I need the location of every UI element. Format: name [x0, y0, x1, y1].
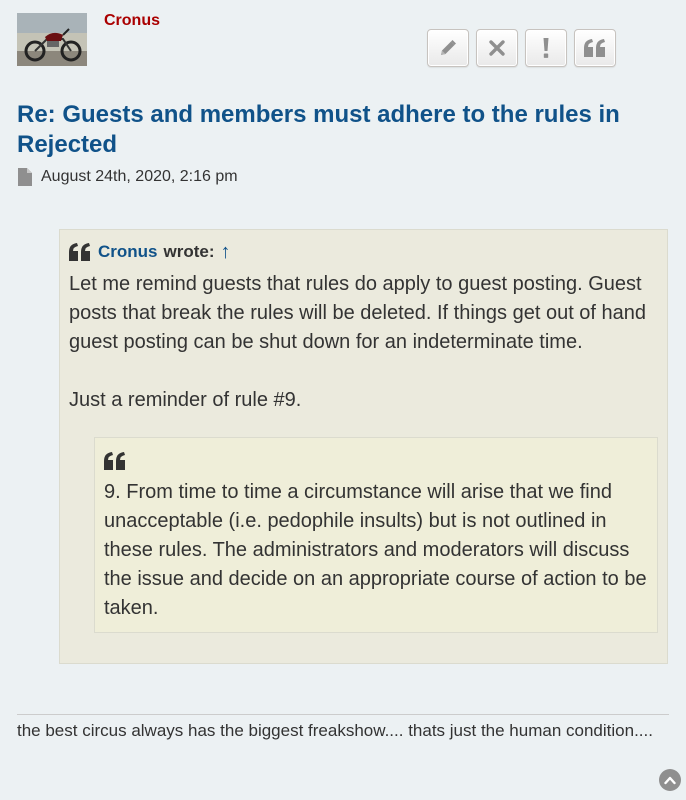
- quote-icon: [583, 38, 607, 58]
- post-meta: [17, 168, 238, 186]
- quote-paragraph: Just a reminder of rule #9.: [69, 389, 302, 411]
- file-icon[interactable]: [17, 168, 33, 186]
- quote-icon: [103, 452, 127, 470]
- exclamation-icon: [541, 37, 551, 59]
- quote-icon: [68, 243, 92, 261]
- chevron-up-icon: [664, 775, 676, 785]
- avatar[interactable]: [17, 13, 87, 66]
- quote-citation: [68, 242, 231, 262]
- delete-button[interactable]: [476, 29, 518, 67]
- view-quoted-post-arrow-icon[interactable]: ↑: [220, 241, 231, 263]
- back-to-top-button[interactable]: [659, 769, 681, 791]
- quote-paragraph: Let me remind guests that rules do apply to guest posting. Guest posts that break the rules will be deleted. If things get out of hand guest posting can be shut down for an indeterminate time.: [69, 273, 647, 353]
- close-icon: [488, 39, 506, 57]
- post-timestamp: August 24th, 2020, 2:16 pm: [41, 168, 238, 185]
- report-button[interactable]: [525, 29, 567, 67]
- nested-quote-text: 9. From time to time a circumstance will arise that we find unacceptable (i.e. pedophile insults) but is not outlined in these rules. The administrators and moderators will discuss the issue and decide on an appropriate course of action to be taken.: [104, 481, 647, 619]
- quote-author-link[interactable]: Cronus: [98, 242, 158, 261]
- edit-button[interactable]: [427, 29, 469, 67]
- quote-wrote-label: wrote:: [163, 242, 215, 261]
- quote-body: [69, 270, 659, 415]
- pencil-icon: [438, 38, 458, 58]
- user-signature: the best circus always has the biggest freakshow.... thats just the human condition....: [17, 721, 653, 740]
- signature-divider: [17, 714, 669, 715]
- motorcycle-avatar-image: [17, 13, 87, 66]
- post-action-buttons: [427, 29, 616, 67]
- post-author[interactable]: Cronus: [104, 12, 160, 29]
- nested-quote-block: [94, 437, 658, 633]
- quote-button[interactable]: [574, 29, 616, 67]
- quote-block: [59, 229, 668, 664]
- post-title[interactable]: Re: Guests and members must adhere to the rules in Rejected: [17, 101, 620, 158]
